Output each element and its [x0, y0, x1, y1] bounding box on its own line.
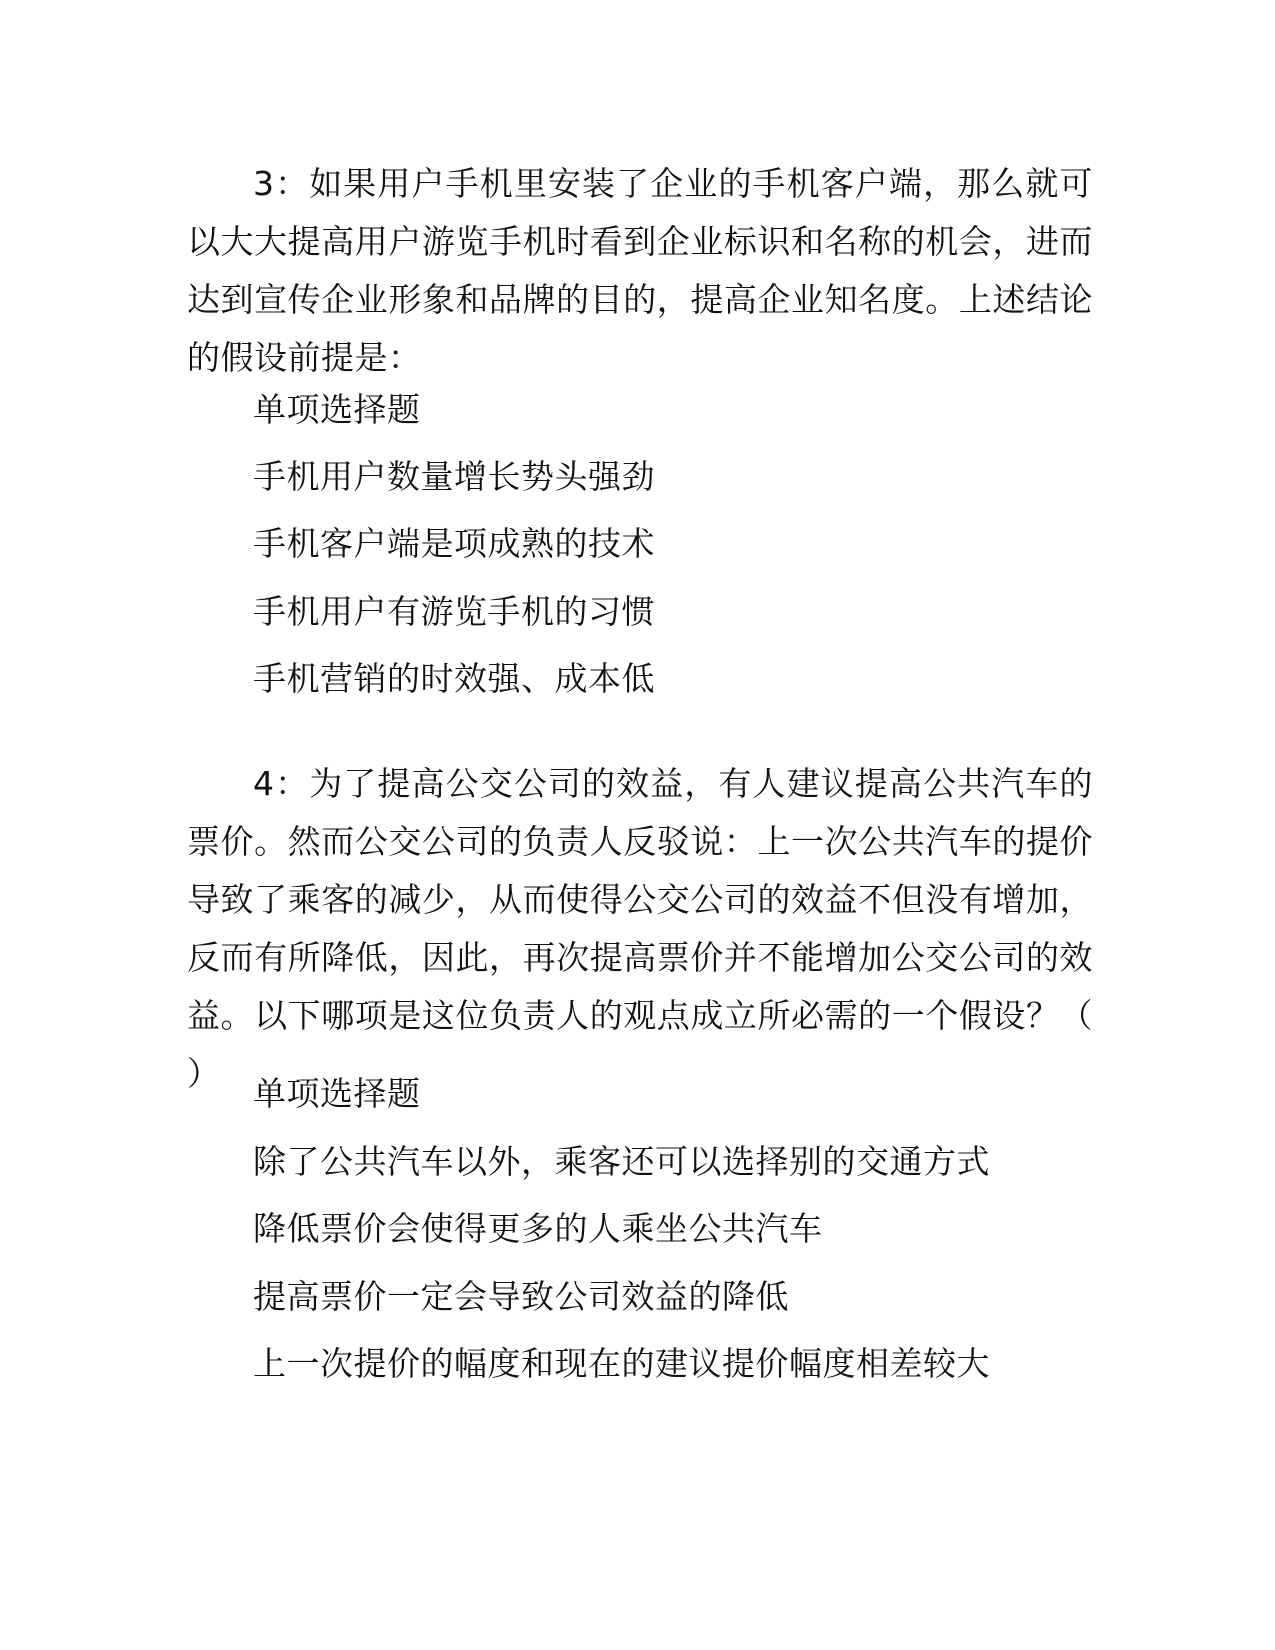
question-3-text: 3：如果用户手机里安装了企业的手机客户端，那么就可以大大提高用户游览手机时看到企业标识和名称的机会，进而达到宣传企业形象和品牌的目的，提高企业知名度。上述结论的假设前提是： [187, 164, 1093, 377]
question-4-text: 4：为了提高公交公司的效益，有人建议提高公共汽车的票价。然而公交公司的负责人反驳说：上一次公共汽车的提价导致了乘客的减少，从而使得公交公司的效益不但没有增加，反而有所降低，因此，再次提高票价并不能增加公交公司的效益。以下哪项是这位负责人的观点成立所必需的一个假设？（ ） [187, 764, 1093, 1093]
question-4-option-d: 上一次提价的幅度和现在的建议提价幅度相差较大 [253, 1344, 990, 1383]
question-4-type-label: 单项选择题 [253, 1074, 421, 1113]
question-3-option-b: 手机客户端是项成熟的技术 [253, 524, 655, 563]
question-4-option-c: 提高票价一定会导致公司效益的降低 [253, 1277, 789, 1316]
question-3-type-label: 单项选择题 [253, 390, 421, 429]
question-3-option-a: 手机用户数量增长势头强劲 [253, 457, 655, 496]
question-4-option-b: 降低票价会使得更多的人乘坐公共汽车 [253, 1209, 823, 1248]
question-3-option-d: 手机营销的时效强、成本低 [253, 659, 655, 698]
question-4-option-a: 除了公共汽车以外，乘客还可以选择别的交通方式 [253, 1142, 990, 1181]
question-3-option-c: 手机用户有游览手机的习惯 [253, 592, 655, 631]
